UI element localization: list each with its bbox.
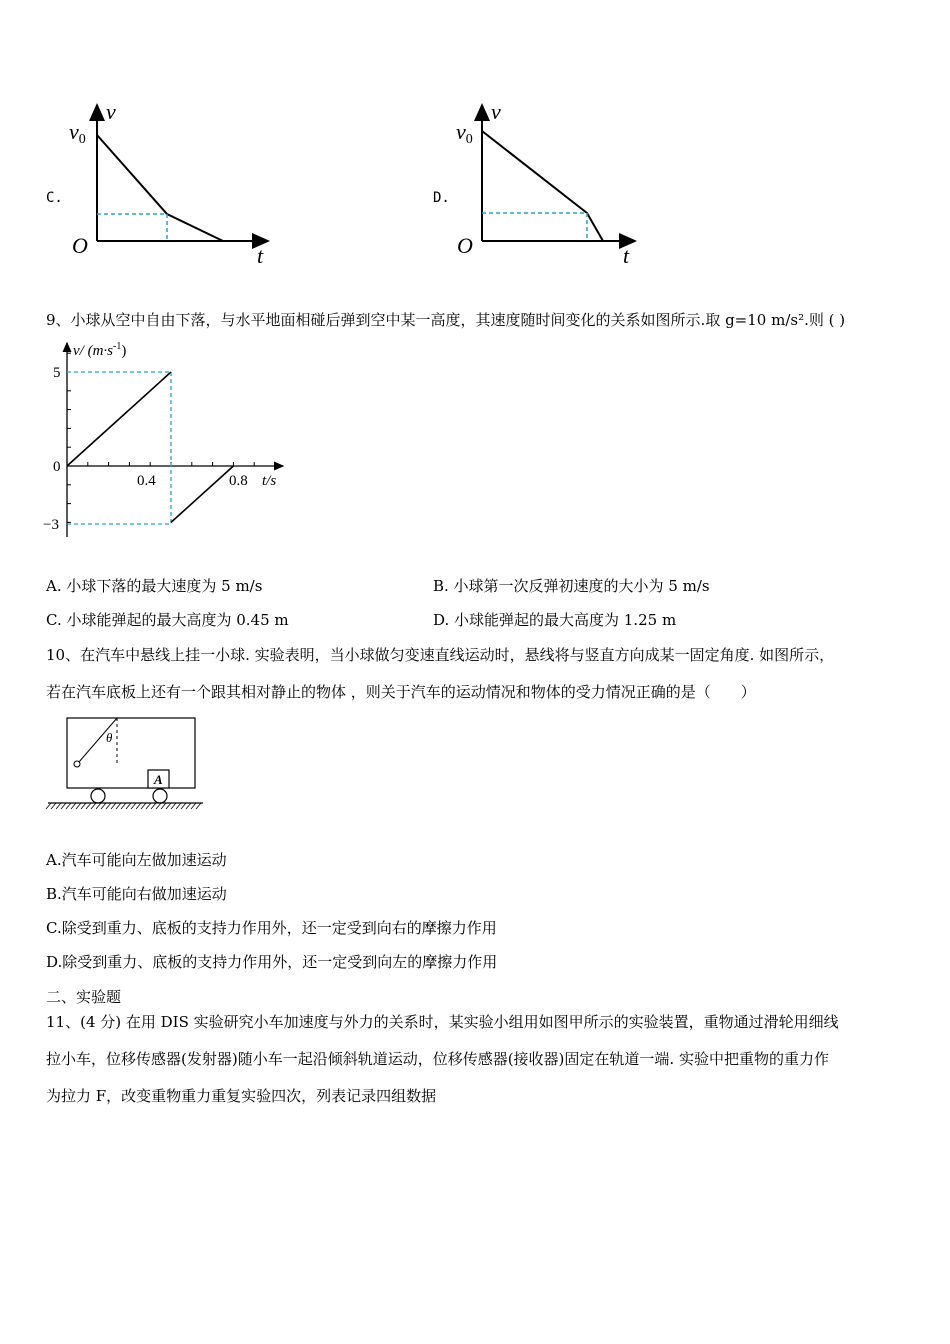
q11-line3: 为拉力 F，改变重物重力重复实验四次，列表记录四组数据: [46, 1087, 437, 1105]
graph-d-x-label: t: [623, 243, 630, 268]
q9-vt-graph: [40, 335, 300, 545]
q9-x-axis-label: t/s: [262, 473, 277, 489]
graph-d-y-label: v: [491, 99, 501, 124]
hatch-line: [121, 803, 126, 809]
hatch-line: [186, 803, 191, 809]
hanging-ball: [74, 761, 80, 767]
hatch-line: [151, 803, 156, 809]
hatch-line: [96, 803, 101, 809]
hatch-line: [191, 803, 196, 809]
q9-tick-0: 0: [53, 459, 61, 475]
hatch-line: [86, 803, 91, 809]
graph-d: [445, 95, 675, 275]
q9-series-rebound: [171, 466, 233, 522]
hatch-line: [81, 803, 86, 809]
q10-car-figure: [45, 712, 210, 817]
graph-d-line: [482, 131, 603, 241]
hatch-line: [166, 803, 171, 809]
q10-option-a: A.汽车可能向左做加速运动: [46, 851, 227, 869]
angle-label: θ: [106, 730, 113, 745]
hatch-line: [91, 803, 96, 809]
graph-c-x-label: t: [257, 243, 264, 268]
q11-line1: 11、(4 分) 在用 DIS 实验研究小车加速度与外力的关系时，某实验小组用如图甲所示的实验装置，重物通过滑轮用细线: [46, 1013, 839, 1031]
hatch-line: [61, 803, 66, 809]
ground-hatching: [46, 803, 201, 809]
hatch-line: [176, 803, 181, 809]
hatch-line: [76, 803, 81, 809]
hatch-line: [171, 803, 176, 809]
q9-option-d: D. 小球能弹起的最大高度为 1.25 m: [433, 611, 677, 629]
hatch-line: [46, 803, 51, 809]
q10-option-d: D.除受到重力、底板的支持力作用外，还一定受到向左的摩擦力作用: [46, 953, 498, 971]
q9-option-c: C. 小球能弹起的最大高度为 0.45 m: [46, 611, 289, 629]
hatch-line: [106, 803, 111, 809]
q10-stem-line2: 若在汽车底板上还有一个跟其相对静止的物体 ，则关于汽车的运动情况和物体的受力情况正确的是（ ）: [46, 683, 756, 701]
hatch-line: [131, 803, 136, 809]
hatch-line: [136, 803, 141, 809]
option-c-letter: C.: [46, 190, 63, 206]
hatch-line: [196, 803, 201, 809]
q10-stem-line1: 10、在汽车中悬线上挂一小球. 实验表明，当小球做匀变速直线运动时，悬线将与竖直方向成某一固定角度. 如图所示，: [46, 646, 835, 664]
q9-tick-0.4: 0.4: [137, 473, 156, 489]
graph-c-v0-label: v0: [69, 119, 86, 147]
graph-d-v0-label: v0: [456, 119, 473, 147]
wheel-left: [91, 789, 105, 803]
hatch-line: [66, 803, 71, 809]
graph-c: [60, 95, 290, 275]
hatch-line: [116, 803, 121, 809]
q10-option-c: C.除受到重力、底板的支持力作用外，还一定受到向右的摩擦力作用: [46, 919, 497, 937]
hatch-line: [181, 803, 186, 809]
q9-tick-minus3: −3: [43, 517, 59, 533]
graph-d-origin: O: [457, 233, 473, 258]
hatch-line: [146, 803, 151, 809]
q9-option-b: B. 小球第一次反弹初速度的大小为 5 m/s: [433, 577, 710, 595]
q9-tick-5: 5: [53, 365, 61, 381]
q11-line2: 拉小车，位移传感器(发射器)随小车一起沿倾斜轨道运动，位移传感器(接收器)固定在轨道一端. 实验中把重物的重力作: [46, 1050, 829, 1068]
option-d-letter: D.: [433, 190, 450, 206]
hatch-line: [71, 803, 76, 809]
block-a-label: A: [154, 772, 163, 787]
hatch-line: [161, 803, 166, 809]
q9-series-fall: [67, 372, 171, 466]
wheel-right: [153, 789, 167, 803]
section-heading: 二、实验题: [46, 988, 122, 1006]
graph-c-line: [97, 135, 223, 241]
q10-option-b: B.汽车可能向右做加速运动: [46, 885, 227, 903]
hatch-line: [126, 803, 131, 809]
q9-y-axis-label: v/ $(m\cdot s^{-1})$: [73, 341, 127, 359]
q9-option-a: A. 小球下落的最大速度为 5 m/s: [46, 577, 263, 595]
hatch-line: [101, 803, 106, 809]
hatch-line: [56, 803, 61, 809]
graph-c-y-label: v: [106, 99, 116, 124]
q9-stem: 9、小球从空中自由下落，与水平地面相碰后弹到空中某一高度，其速度随时间变化的关系如图所示.取 g=10 m/s².则 ( ): [46, 311, 846, 329]
q9-tick-0.8: 0.8: [229, 473, 248, 489]
hatch-line: [111, 803, 116, 809]
hatch-line: [141, 803, 146, 809]
graph-c-origin: O: [72, 233, 88, 258]
hatch-line: [156, 803, 161, 809]
hatch-line: [51, 803, 56, 809]
q9-minor-ticks: [67, 353, 254, 522]
